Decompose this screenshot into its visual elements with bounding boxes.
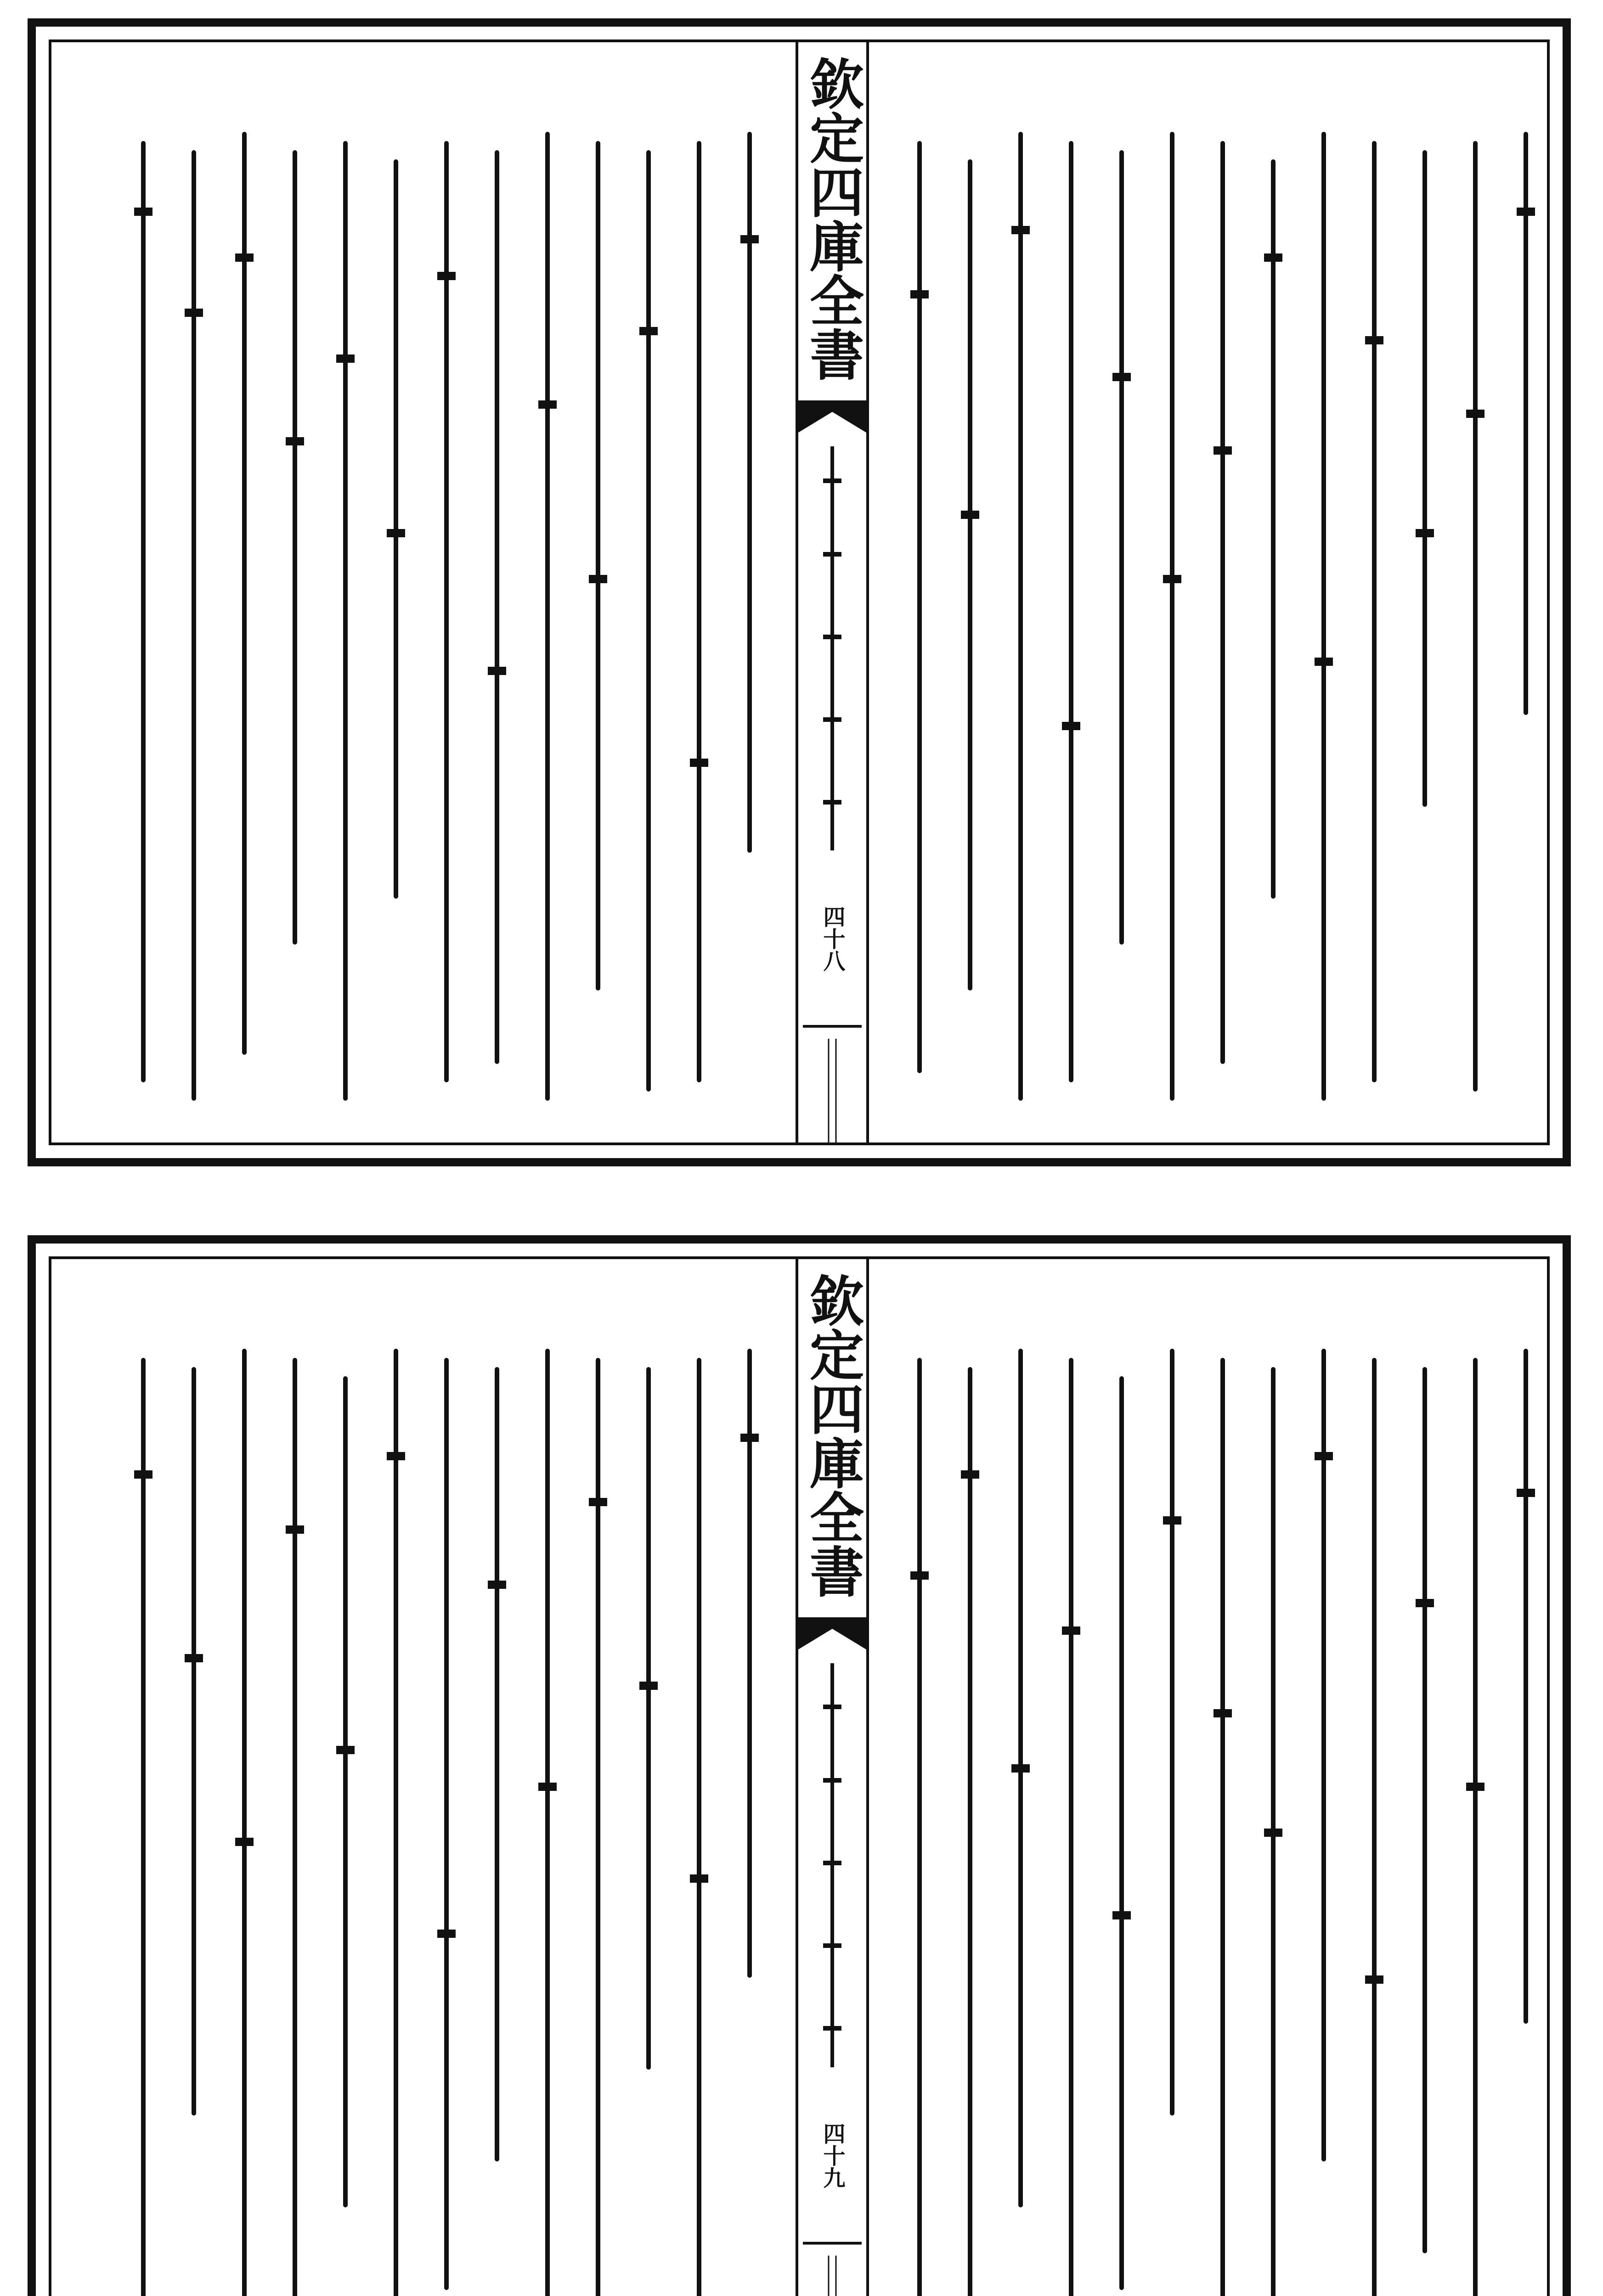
- fish-tail-ornament-top: [798, 400, 866, 433]
- manchu-script-columns: [892, 116, 1553, 1126]
- manchu-script-columns: [116, 116, 777, 1126]
- fold-manchu-caption-bottom: [798, 1659, 866, 2072]
- page-number: 四十九: [819, 2122, 845, 2189]
- page-frame-top: [49, 39, 1550, 1145]
- fold-manchu-caption-top: [798, 442, 866, 855]
- center-fold-top: [796, 42, 869, 1142]
- page-frame-bottom: [49, 1256, 1550, 2296]
- center-fold-bottom: [796, 1259, 869, 2296]
- manchu-text-panel-left-top: [116, 116, 777, 1126]
- manchu-text-panel-right-top: [892, 116, 1553, 1126]
- manchu-text-panel-right-bottom: [892, 1333, 1553, 2296]
- fish-tail-ornament-bottom: [798, 1617, 866, 1649]
- fold-page-area-bottom: [798, 2122, 866, 2242]
- manchu-script-columns: [892, 1333, 1553, 2296]
- fold-divider-top: [803, 1025, 862, 1028]
- book-spread-top: [28, 18, 1571, 1166]
- page-number: 四十八: [819, 906, 845, 972]
- manchu-script-columns: [116, 1333, 777, 2296]
- fold-title-top: 欽 定 四 庫 全 書: [801, 56, 864, 381]
- manchu-text-panel-left-bottom: [116, 1333, 777, 2296]
- fold-bottom-lines-top: [823, 1039, 841, 1144]
- book-spread-bottom: [28, 1235, 1571, 2296]
- fold-divider-bottom: [803, 2242, 862, 2245]
- fold-title-bottom: 欽 定 四 庫 全 書: [801, 1273, 864, 1598]
- fold-bottom-lines-bottom: [823, 2256, 841, 2296]
- fold-page-area-top: [798, 906, 866, 1025]
